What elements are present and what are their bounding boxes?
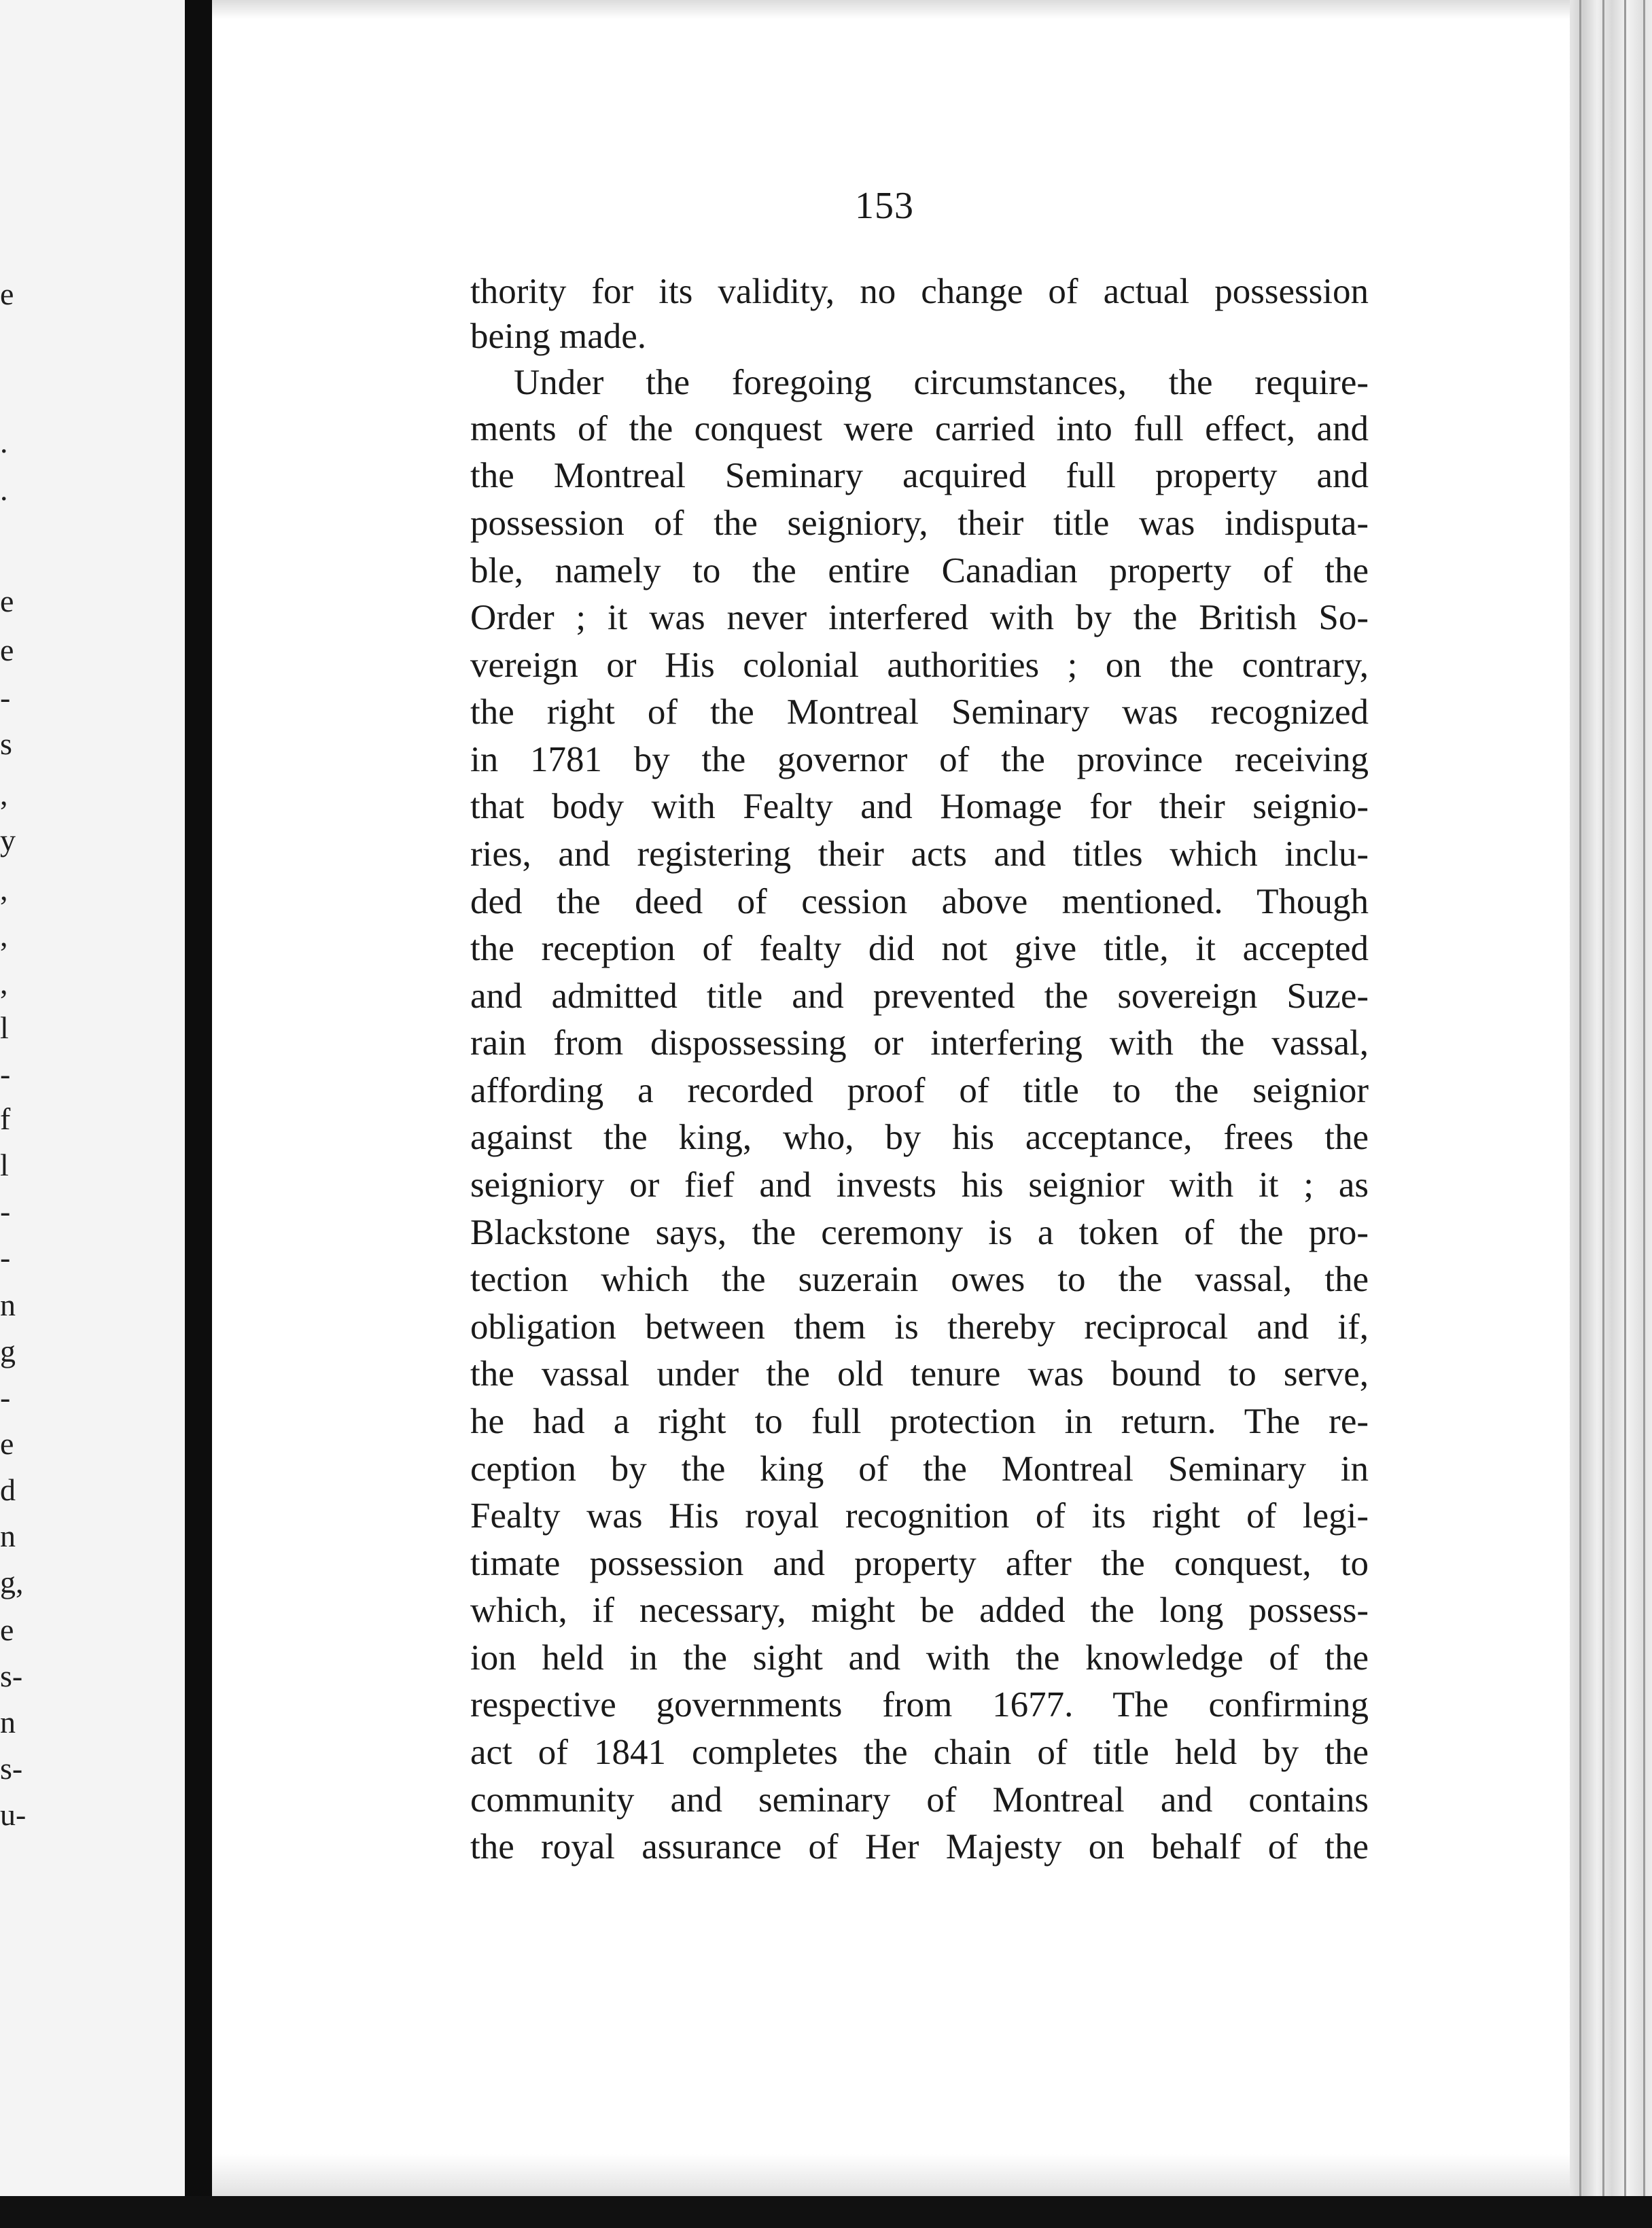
text-line: affording a recorded proof of title to the seignior <box>470 1071 1369 1110</box>
text-line: possession of the seigniory, their title was indisputa- <box>470 503 1369 543</box>
text-line: ception by the king of the Montreal Seminary in <box>470 1449 1369 1489</box>
text-line: Under the foregoing circumstances, the require- <box>514 363 1369 402</box>
left-page-fragment: f <box>0 1101 11 1136</box>
text-line: ries, and registering their acts and titles which inclu- <box>470 834 1369 874</box>
left-page-fragment: e <box>0 277 14 311</box>
left-page-fragment: , <box>0 777 8 811</box>
text-line: being made. <box>470 317 647 356</box>
text-line: against the king, who, by his acceptance, frees the <box>470 1118 1369 1157</box>
left-page-fragment: l <box>0 1148 9 1182</box>
text-line: in 1781 by the governor of the province receiving <box>470 740 1369 779</box>
text-line: tection which the suzerain owes to the vassal, the <box>470 1260 1369 1299</box>
left-page-fragment: g, <box>0 1565 24 1599</box>
text-line: seigniory or fief and invests his seignior with it ; as <box>470 1165 1369 1205</box>
text-line: the vassal under the old tenure was bound to serve, <box>470 1354 1369 1394</box>
left-page-fragment: e <box>0 633 14 667</box>
left-page-fragment: u- <box>0 1797 27 1832</box>
left-page-fragment: g <box>0 1334 16 1368</box>
text-line: the Montreal Seminary acquired full property and <box>470 456 1369 495</box>
left-page-fragment: s <box>0 726 12 761</box>
text-line: which, if necessary, might be added the long possess- <box>470 1591 1369 1630</box>
text-line: ments of the conquest were carried into full effect, and <box>470 409 1369 448</box>
text-line: ded the deed of cession above mentioned. Though <box>470 882 1369 921</box>
text-line: community and seminary of Montreal and contains <box>470 1780 1369 1820</box>
left-page-fragment: e <box>0 1612 14 1647</box>
left-page-fragment: - <box>0 1057 11 1091</box>
text-line: ble, namely to the entire Canadian property of the <box>470 551 1369 590</box>
left-page-fragment: l <box>0 1010 9 1045</box>
text-line: act of 1841 completes the chain of title held by the <box>470 1733 1369 1772</box>
left-page-fragment: - <box>0 1380 11 1415</box>
text-line: thority for its validity, no change of actual possession <box>470 272 1369 311</box>
left-page-fragment: n <box>0 1519 16 1553</box>
left-page-fragment: . <box>0 425 8 459</box>
text-line: the right of the Montreal Seminary was recognized <box>470 692 1369 732</box>
left-page-fragment: s- <box>0 1659 23 1693</box>
page-number: 153 <box>855 185 914 227</box>
left-page-fragment: y <box>0 823 16 857</box>
left-page-fragment: , <box>0 966 8 1000</box>
left-page-fragment: s- <box>0 1751 23 1786</box>
text-line: rain from dispossessing or interfering with the vassal, <box>470 1023 1369 1063</box>
text-line: Order ; it was never interfered with by the British So- <box>470 598 1369 637</box>
left-page-fragment: n <box>0 1705 16 1739</box>
text-line: the royal assurance of Her Majesty on behalf of the <box>470 1827 1369 1867</box>
left-page-fragment: d <box>0 1472 16 1507</box>
left-page-fragment: , <box>0 918 8 953</box>
text-line: he had a right to full protection in return. The re- <box>470 1402 1369 1441</box>
left-page-fragment: - <box>0 1240 11 1275</box>
text-line: the reception of fealty did not give title, it accepted <box>470 929 1369 968</box>
left-page-fragment: , <box>0 872 8 906</box>
left-page-fragment: e <box>0 584 14 618</box>
text-line: Blackstone says, the ceremony is a token of the pro- <box>470 1213 1369 1252</box>
left-page-fragment: e <box>0 1426 14 1461</box>
text-line: timate possession and property after the conquest, to <box>470 1544 1369 1583</box>
text-line: that body with Fealty and Homage for their seignio- <box>470 787 1369 826</box>
text-line: respective governments from 1677. The confirming <box>470 1685 1369 1725</box>
left-page-fragment: - <box>0 1194 11 1228</box>
left-page-fragment: n <box>0 1288 16 1322</box>
left-page-fragment: - <box>0 680 11 715</box>
text-line: ion held in the sight and with the knowledge of the <box>470 1638 1369 1678</box>
text-line: and admitted title and prevented the sovereign Suze- <box>470 976 1369 1016</box>
text-line: Fealty was His royal recognition of its right of legi- <box>470 1496 1369 1536</box>
left-page-fragment: . <box>0 472 8 507</box>
text-line: obligation between them is thereby reciprocal and if, <box>470 1307 1369 1347</box>
text-line: vereign or His colonial authorities ; on the contrary, <box>470 646 1369 685</box>
